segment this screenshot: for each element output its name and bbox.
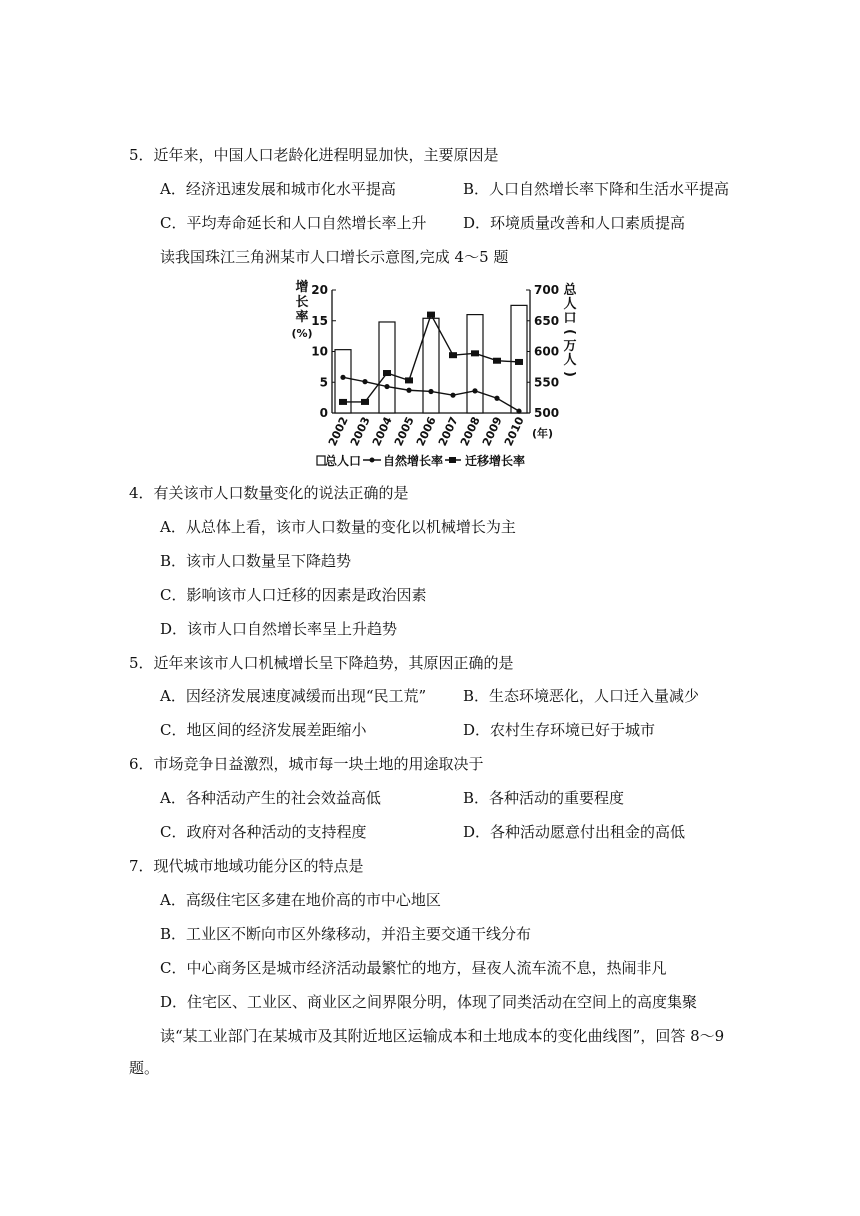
legend-dot-marker [370, 458, 375, 463]
q7-option-d: D．住宅区、工业区、商业区之间界限分明，体现了同类活动在空间上的高度集聚 [160, 993, 698, 1011]
q5b-option-b: B．生态环境恶化，人口迁入量减少 [463, 687, 700, 705]
q4-option-c: C．影响该市人口迁移的因素是政治因素 [160, 586, 427, 604]
q5a-option-d: D．环境质量改善和人口素质提高 [463, 214, 686, 232]
point-natural-growth [406, 388, 411, 393]
legend-square-marker [449, 457, 456, 463]
q6-option-c: C．政府对各种活动的支持程度 [160, 823, 367, 841]
left-tick-label: 0 [319, 406, 328, 420]
point-natural-growth [516, 409, 521, 414]
point-natural-growth [450, 393, 455, 398]
right-axis-label-char: 万 [563, 339, 577, 354]
right-tick-label: 700 [534, 283, 560, 297]
question-4-stem: 4．有关该市人口数量变化的说法正确的是 [129, 484, 409, 502]
q7-option-b: B．工业区不断向市区外缘移动，并沿主要交通干线分布 [160, 925, 532, 943]
right-axis-label-char: ) [562, 371, 577, 377]
point-migration-growth [515, 359, 523, 365]
right-axis-label-char: ( [562, 329, 577, 335]
x-tick-label: 2007 [435, 414, 461, 449]
q4-option-a: A．从总体上看，该市人口数量的变化以机械增长为主 [160, 518, 516, 536]
q4-option-b: B．该市人口数量呈下降趋势 [160, 552, 352, 570]
q5a-option-b: B．人口自然增长率下降和生活水平提高 [463, 180, 730, 198]
right-axis-label-char: 总 [563, 283, 577, 298]
point-migration-growth [405, 377, 413, 383]
q6-option-a: A．各种活动产生的社会效益高低 [160, 789, 381, 807]
q7-option-c: C．中心商务区是城市经济活动最繁忙的地方，昼夜人流车流不息，热闹非凡 [160, 959, 667, 977]
chart-intro: 读我国珠江三角洲某市人口增长示意图,完成 4～5 题 [160, 248, 509, 266]
point-natural-growth [472, 388, 477, 393]
right-tick-label: 550 [534, 375, 560, 390]
right-axis-label-char: 口 [563, 311, 577, 326]
q5b-option-a: A．因经济发展速度减缓而出现“民工荒” [160, 687, 427, 705]
q5a-option-a: A．经济迅速发展和城市化水平提高 [160, 180, 396, 198]
chart-legend [317, 453, 525, 468]
question-6-stem: 6．市场竞争日益激烈，城市每一块土地的用途取决于 [129, 755, 484, 773]
question-5a-stem: 5．近年来，中国人口老龄化进程明显加快，主要原因是 [129, 146, 499, 164]
right-tick-label: 500 [534, 406, 560, 420]
q5a-option-c: C．平均寿命延长和人口自然增长率上升 [160, 214, 427, 232]
point-migration-growth [383, 370, 391, 376]
legend-bar-swatch [317, 456, 325, 465]
left-tick-label: 15 [311, 313, 328, 328]
q6-option-b: B．各种活动的重要程度 [463, 789, 625, 807]
q6-option-d: D．各种活动愿意付出租金的高低 [463, 823, 686, 841]
left-tick-label: 5 [319, 375, 328, 390]
right-axis-label-char: 人 [563, 297, 577, 312]
right-axis-label [562, 282, 577, 377]
left-axis-label-char: (%) [291, 327, 313, 340]
intro-8-9-line2: 题。 [129, 1059, 160, 1077]
legend-migration-growth: 迁移增长率 [465, 454, 526, 468]
x-tick-label: 2003 [347, 414, 373, 449]
chart-plot [311, 283, 559, 448]
point-natural-growth [494, 396, 499, 401]
point-natural-growth [428, 389, 433, 394]
left-axis-label-char: 增 [295, 280, 309, 295]
bar-total-population [379, 322, 395, 413]
bar-total-population [467, 315, 483, 413]
question-7-stem: 7．现代城市地域功能分区的特点是 [129, 857, 364, 875]
left-axis-label-char: 长 [295, 295, 309, 310]
x-tick-label: 2002 [325, 414, 351, 449]
point-migration-growth [493, 358, 501, 364]
x-tick-label: 2004 [369, 414, 395, 449]
point-natural-growth [384, 384, 389, 389]
point-natural-growth [340, 375, 345, 380]
left-tick-label: 10 [311, 344, 328, 359]
x-tick-label: 2010 [501, 414, 527, 449]
q5b-option-c: C．地区间的经济发展差距缩小 [160, 721, 367, 739]
q5b-option-d: D．农村生存环境已好于城市 [463, 721, 656, 739]
point-migration-growth [449, 352, 457, 358]
population-growth-chart [285, 279, 585, 474]
x-axis-unit: (年) [532, 427, 554, 440]
x-tick-label: 2006 [413, 414, 439, 449]
legend-total-population: 总人口 [325, 454, 362, 468]
x-tick-label: 2008 [457, 414, 483, 449]
x-tick-label: 2005 [391, 414, 417, 449]
point-migration-growth [361, 399, 369, 405]
q4-option-d: D．该市人口自然增长率呈上升趋势 [160, 620, 398, 638]
right-tick-label: 600 [534, 344, 560, 359]
question-5b-stem: 5．近年来该市人口机械增长呈下降趋势，其原因正确的是 [129, 654, 514, 672]
left-tick-label: 20 [311, 283, 328, 297]
x-tick-label: 2009 [479, 414, 505, 449]
point-natural-growth [362, 379, 367, 384]
left-axis-label [291, 279, 312, 340]
point-migration-growth [427, 312, 435, 318]
right-tick-label: 650 [534, 313, 560, 328]
left-axis-label-char: 率 [295, 310, 309, 325]
q7-option-a: A．高级住宅区多建在地价高的市中心地区 [160, 891, 441, 909]
legend-natural-growth: 自然增长率 [383, 454, 444, 468]
point-migration-growth [471, 350, 479, 356]
right-axis-label-char: 人 [563, 353, 577, 368]
point-migration-growth [339, 399, 347, 405]
intro-8-9-line1: 读“某工业部门在某城市及其附近地区运输成本和土地成本的变化曲线图”，回答 8～9 [160, 1027, 725, 1045]
